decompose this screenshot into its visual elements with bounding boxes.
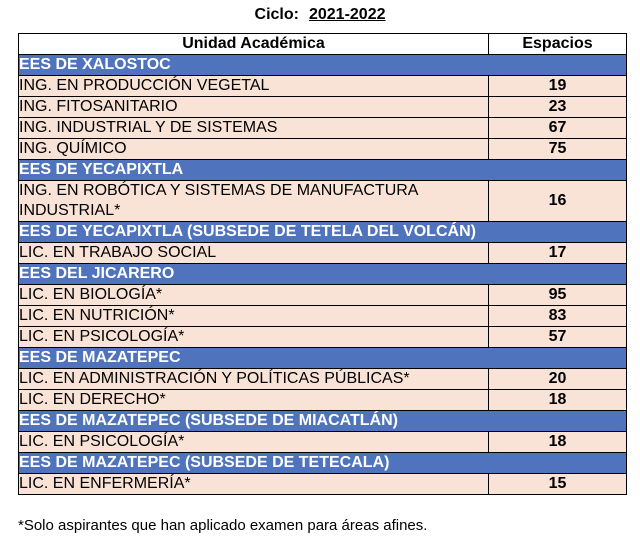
footnote: *Solo aspirantes que han aplicado examen para áreas afines.	[18, 517, 428, 534]
table-row	[19, 181, 627, 222]
program-seats: 19	[489, 76, 627, 97]
group-row	[19, 222, 627, 243]
table-row	[19, 327, 627, 348]
cycle-value: 2021-2022	[308, 6, 386, 23]
table-row	[19, 243, 627, 264]
program-seats: 20	[489, 369, 627, 390]
group-row	[19, 55, 627, 76]
group-name: EES DE MAZATEPEC	[19, 348, 627, 369]
table-header-row	[19, 34, 627, 55]
program-name: ING. EN PRODUCCIÓN VEGETAL	[19, 76, 489, 97]
program-name: LIC. EN BIOLOGÍA*	[19, 285, 489, 306]
group-name: EES DEL JICARERO	[19, 264, 627, 285]
program-seats: 18	[489, 432, 627, 453]
table-row	[19, 474, 627, 495]
program-seats: 15	[489, 474, 627, 495]
group-name: EES DE XALOSTOC	[19, 55, 627, 76]
group-row	[19, 348, 627, 369]
group-row	[19, 453, 627, 474]
program-name: LIC. EN ENFERMERÍA*	[19, 474, 489, 495]
program-name: ING. FITOSANITARIO	[19, 97, 489, 118]
group-row	[19, 160, 627, 181]
program-name: LIC. EN ADMINISTRACIÓN Y POLÍTICAS PÚBLICAS*	[19, 369, 489, 390]
group-name: EES DE YECAPIXTLA	[19, 160, 627, 181]
program-seats: 83	[489, 306, 627, 327]
group-name: EES DE MAZATEPEC (SUBSEDE DE MIACATLÁN)	[19, 411, 627, 432]
group-name: EES DE MAZATEPEC (SUBSEDE DE TETECALA)	[19, 453, 627, 474]
table-row	[19, 118, 627, 139]
table-row	[19, 369, 627, 390]
program-name: LIC. EN PSICOLOGÍA*	[19, 432, 489, 453]
program-name: LIC. EN DERECHO*	[19, 390, 489, 411]
program-name: LIC. EN PSICOLOGÍA*	[19, 327, 489, 348]
table-row	[19, 306, 627, 327]
table-row	[19, 285, 627, 306]
table-row	[19, 97, 627, 118]
cycle-header	[0, 6, 640, 24]
program-seats: 67	[489, 118, 627, 139]
program-seats: 95	[489, 285, 627, 306]
program-seats: 23	[489, 97, 627, 118]
program-name: ING. EN ROBÓTICA Y SISTEMAS DE MANUFACTURA INDUSTRIAL*	[19, 181, 489, 222]
cycle-label: Ciclo:	[254, 6, 299, 23]
program-seats: 75	[489, 139, 627, 160]
table-row	[19, 139, 627, 160]
program-name: LIC. EN TRABAJO SOCIAL	[19, 243, 489, 264]
program-seats: 17	[489, 243, 627, 264]
program-seats: 16	[489, 181, 627, 222]
group-name: EES DE YECAPIXTLA (SUBSEDE DE TETELA DEL VOLCÁN)	[19, 222, 627, 243]
group-row	[19, 411, 627, 432]
program-name: ING. INDUSTRIAL Y DE SISTEMAS	[19, 118, 489, 139]
seats-table	[18, 33, 627, 495]
program-seats: 18	[489, 390, 627, 411]
program-name: ING. QUÍMICO	[19, 139, 489, 160]
table-row	[19, 76, 627, 97]
column-header-unit: Unidad Académica	[19, 34, 489, 55]
group-row	[19, 264, 627, 285]
table-row	[19, 390, 627, 411]
program-name: LIC. EN NUTRICIÓN*	[19, 306, 489, 327]
program-seats: 57	[489, 327, 627, 348]
column-header-seats: Espacios	[489, 34, 627, 55]
table-row	[19, 432, 627, 453]
